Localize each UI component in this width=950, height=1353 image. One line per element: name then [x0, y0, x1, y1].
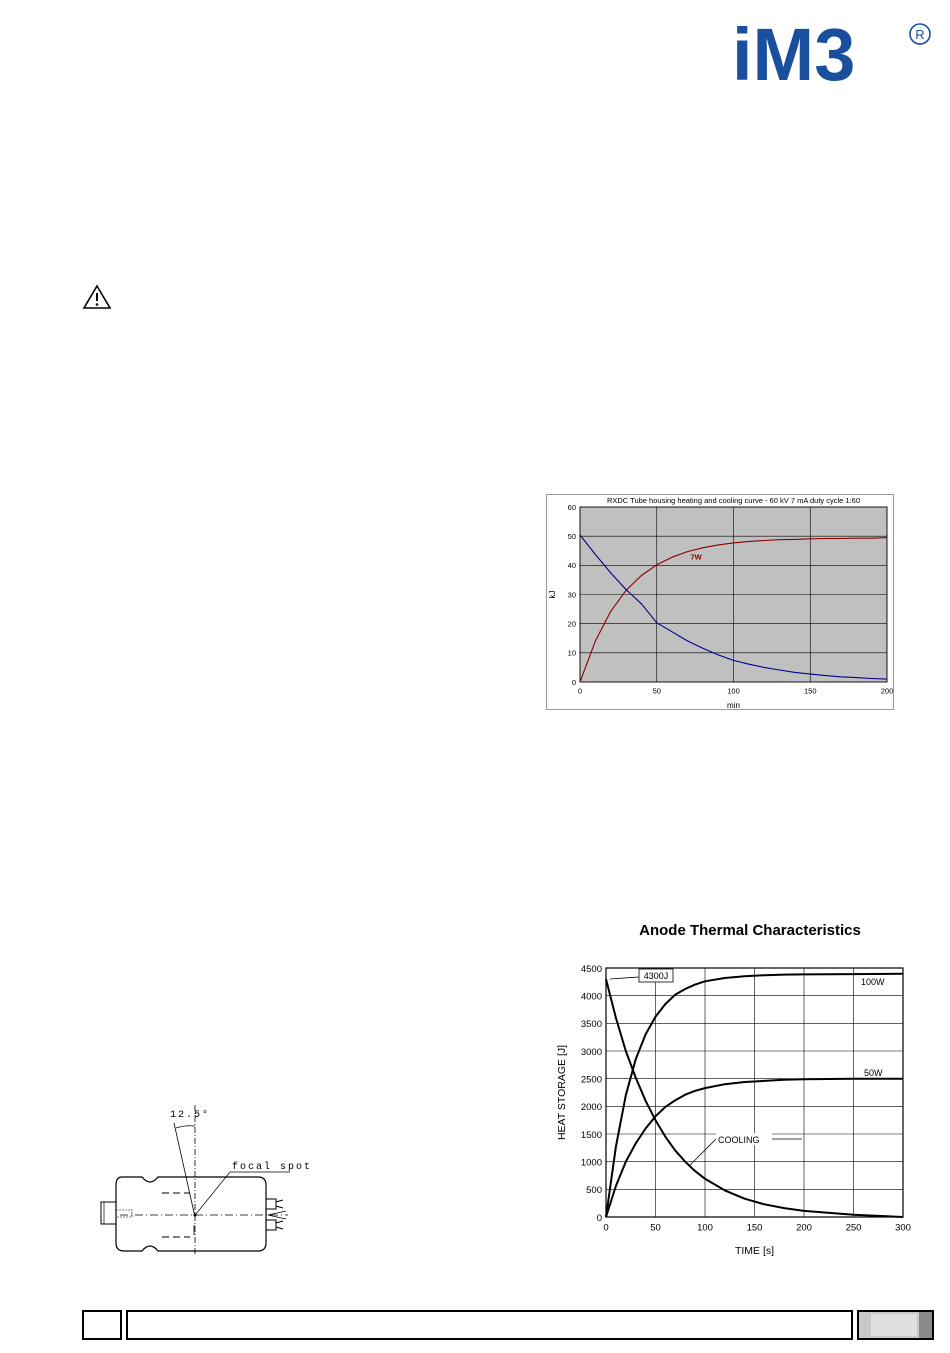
- housing-heating-cooling-chart: [546, 494, 894, 710]
- angle-line: [174, 1123, 195, 1217]
- annotation-label-100w: 100W: [861, 977, 885, 987]
- y-tick-label: 2000: [580, 1102, 602, 1114]
- y-tick-label: 20: [567, 619, 576, 629]
- y-tick-label: 40: [567, 561, 576, 571]
- brand-logo: [730, 18, 940, 88]
- focal-spot-label: focal spot: [232, 1162, 313, 1173]
- y-axis-label: HEAT STORAGE [J]: [556, 1044, 568, 1141]
- logo-text: iM3: [732, 18, 856, 88]
- y-tick-label: 500: [586, 1185, 602, 1197]
- tube-technical-drawing: [90, 1095, 330, 1265]
- x-tick-label: 0: [603, 1222, 609, 1234]
- chart-title: RXDC Tube housing heating and cooling curve - 60 kV 7 mA duty cycle 1:60: [606, 496, 861, 505]
- y-axis-label: kJ: [548, 590, 557, 599]
- x-tick-label: 150: [803, 686, 817, 696]
- footer-text-box: [126, 1310, 853, 1340]
- x-tick-label: 150: [746, 1222, 763, 1234]
- x-tick-label: 300: [895, 1222, 911, 1234]
- warning-triangle-icon: [82, 284, 112, 310]
- registered-r: R: [915, 27, 925, 42]
- annotation-label-cooling: COOLING: [718, 1135, 760, 1145]
- x-tick-label: 200: [880, 686, 894, 696]
- x-tick-label: 50: [650, 1222, 661, 1234]
- annotation-label-50w: 50W: [864, 1068, 883, 1078]
- x-tick-label: 0: [577, 686, 583, 696]
- x-tick-label: 100: [727, 686, 740, 696]
- footer-page-box: [82, 1310, 122, 1340]
- y-tick-label: 4500: [580, 963, 602, 975]
- y-tick-label: 10: [567, 648, 576, 658]
- x-tick-label: 100: [697, 1222, 713, 1234]
- x-axis-label: min: [727, 701, 740, 710]
- y-tick-label: 3500: [580, 1019, 602, 1031]
- x-tick-label: 200: [796, 1222, 812, 1234]
- housing-outline: [116, 1177, 266, 1251]
- anode-thermal-chart: [550, 955, 920, 1265]
- annotation-label: 7W: [690, 552, 702, 562]
- y-tick-label: 0: [596, 1212, 602, 1224]
- y-tick-label: 4000: [580, 991, 602, 1003]
- y-tick-label: 0: [571, 677, 576, 687]
- anode-chart-title: Anode Thermal Characteristics: [639, 922, 861, 939]
- angle-label: 12.5°: [170, 1110, 211, 1121]
- x-axis-label: TIME [s]: [734, 1245, 775, 1257]
- x-tick-label: 250: [845, 1222, 862, 1234]
- page-footer: [82, 1310, 934, 1342]
- annotation-label-4300j: 4300J: [643, 971, 669, 981]
- y-tick-label: 3000: [580, 1046, 602, 1058]
- y-tick-label: 60: [567, 502, 576, 512]
- y-tick-label: 1500: [580, 1129, 602, 1141]
- y-tick-label: 1000: [580, 1157, 602, 1169]
- y-tick-label: 2500: [580, 1074, 602, 1086]
- x-tick-label: 50: [652, 686, 661, 696]
- y-tick-label: 50: [567, 531, 576, 541]
- focal-spot-point: [194, 1214, 197, 1217]
- footer-gray-box: [857, 1310, 934, 1340]
- y-tick-label: 30: [567, 590, 576, 600]
